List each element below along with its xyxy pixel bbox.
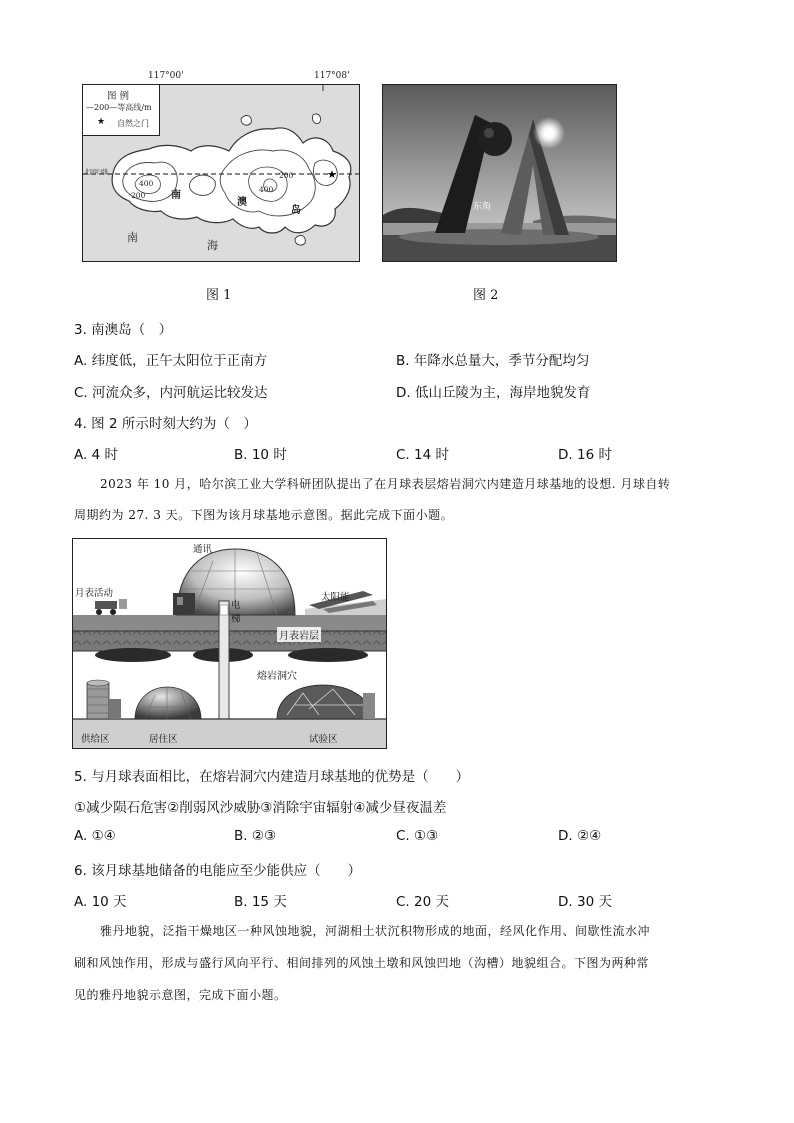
photo-graphic	[383, 85, 616, 261]
legend-title: 图 例	[107, 91, 130, 102]
q3-option-a[interactable]: A. 纬度低，正午太阳位于正南方	[74, 353, 268, 369]
q6-option-a[interactable]: A. 10 天	[74, 894, 127, 910]
q5-option-a[interactable]: A. ①④	[74, 828, 116, 844]
label-surface-rock: 月表岩层	[277, 627, 321, 642]
figure-1-caption: 图 1	[206, 288, 232, 303]
label-test-area: 试验区	[309, 734, 338, 745]
figure-2-caption: 图 2	[473, 288, 499, 303]
q5-stem: 5. 与月球表面相比，在熔岩洞穴内建造月球基地的优势是（ ）	[74, 769, 470, 785]
legend-contour: —200—等高线/m	[86, 103, 152, 112]
figure-3-lunar-base	[72, 538, 387, 749]
label-supply-area: 供给区	[81, 734, 110, 745]
lon-label-left: 117°00'	[148, 71, 184, 81]
q5-option-c[interactable]: C. ①③	[396, 828, 439, 844]
contour-label-200b: 200	[279, 171, 294, 180]
lunar-base-graphic	[73, 539, 386, 748]
island-label-1: 南	[171, 190, 181, 201]
label-communication: 通讯	[193, 544, 213, 555]
q3-option-b[interactable]: B. 年降水总量大，季节分配均匀	[396, 353, 590, 369]
q5-option-b[interactable]: B. ②③	[234, 828, 277, 844]
q5-items: ①减少陨石危害②削弱风沙威胁③消除宇宙辐射④减少昼夜温差	[74, 800, 447, 816]
natural-gate-star-icon: ★	[327, 168, 337, 181]
q4-option-b[interactable]: B. 10 时	[234, 447, 287, 463]
q3-option-c[interactable]: C. 河流众多，内河航运比较发达	[74, 385, 268, 401]
q4-stem: 4. 图 2 所示时刻大约为（ ）	[74, 416, 257, 432]
q4-option-c[interactable]: C. 14 时	[396, 447, 449, 463]
lon-label-right: 117°08'	[314, 71, 350, 81]
q6-option-d[interactable]: D. 30 天	[558, 894, 612, 910]
q6-option-c[interactable]: C. 20 天	[396, 894, 449, 910]
photo-label-east-cape: 东角	[473, 202, 492, 212]
map-legend	[83, 85, 160, 136]
passage-2-line-2: 刷和风蚀作用，形成与盛行风向平行、相间排列的风蚀土墩和风蚀凹地（沟槽）地貌组合。下图为两种常	[74, 956, 650, 970]
q4-option-d[interactable]: D. 16 时	[558, 447, 612, 463]
q3-option-d[interactable]: D. 低山丘陵为主，海岸地貌发育	[396, 385, 591, 401]
passage-2-line-1: 雅丹地貌，泛指干燥地区一种风蚀地貌，河湖相土状沉积物形成的地面，经风化作用、间歇性流水冲	[100, 924, 651, 938]
label-surface-activity: 月表活动	[75, 588, 114, 599]
label-elevator: 电梯	[231, 600, 241, 625]
tropic-line-label: 北回归线	[84, 169, 109, 176]
passage-1-line-1: 2023 年 10 月，哈尔滨工业大学科研团队提出了在月球表层熔岩洞穴内建造月球基地的设想. 月球自转	[100, 477, 671, 491]
sea-label-1: 南	[127, 231, 138, 244]
contour-label-400b: 400	[259, 185, 274, 194]
sea-label-2: 海	[207, 239, 218, 252]
figure-1-map	[82, 84, 360, 262]
figure-2-photo	[382, 84, 617, 262]
label-lava-cave: 熔岩洞穴	[257, 671, 297, 682]
passage-2-line-3: 见的雅丹地貌示意图，完成下面小题。	[74, 988, 287, 1002]
contour-label-200a: 200	[131, 191, 146, 200]
island-label-3: 岛	[291, 205, 301, 216]
q3-stem: 3. 南澳岛（ ）	[74, 322, 173, 338]
label-living-area: 居住区	[149, 734, 178, 745]
legend-gate: 自然之门	[117, 119, 149, 128]
q4-option-a[interactable]: A. 4 时	[74, 447, 118, 463]
label-solar-energy: 太阳能	[321, 592, 350, 603]
legend-star-icon: ★	[97, 117, 106, 127]
passage-1-line-2: 周期约为 27. 3 天。下图为该月球基地示意图。据此完成下面小题。	[74, 508, 454, 522]
island-label-2: 澳	[237, 197, 247, 208]
q5-option-d[interactable]: D. ②④	[558, 828, 602, 844]
contour-label-400a: 400	[139, 179, 154, 188]
q6-option-b[interactable]: B. 15 天	[234, 894, 287, 910]
q6-stem: 6. 该月球基地储备的电能应至少能供应（ ）	[74, 863, 362, 879]
